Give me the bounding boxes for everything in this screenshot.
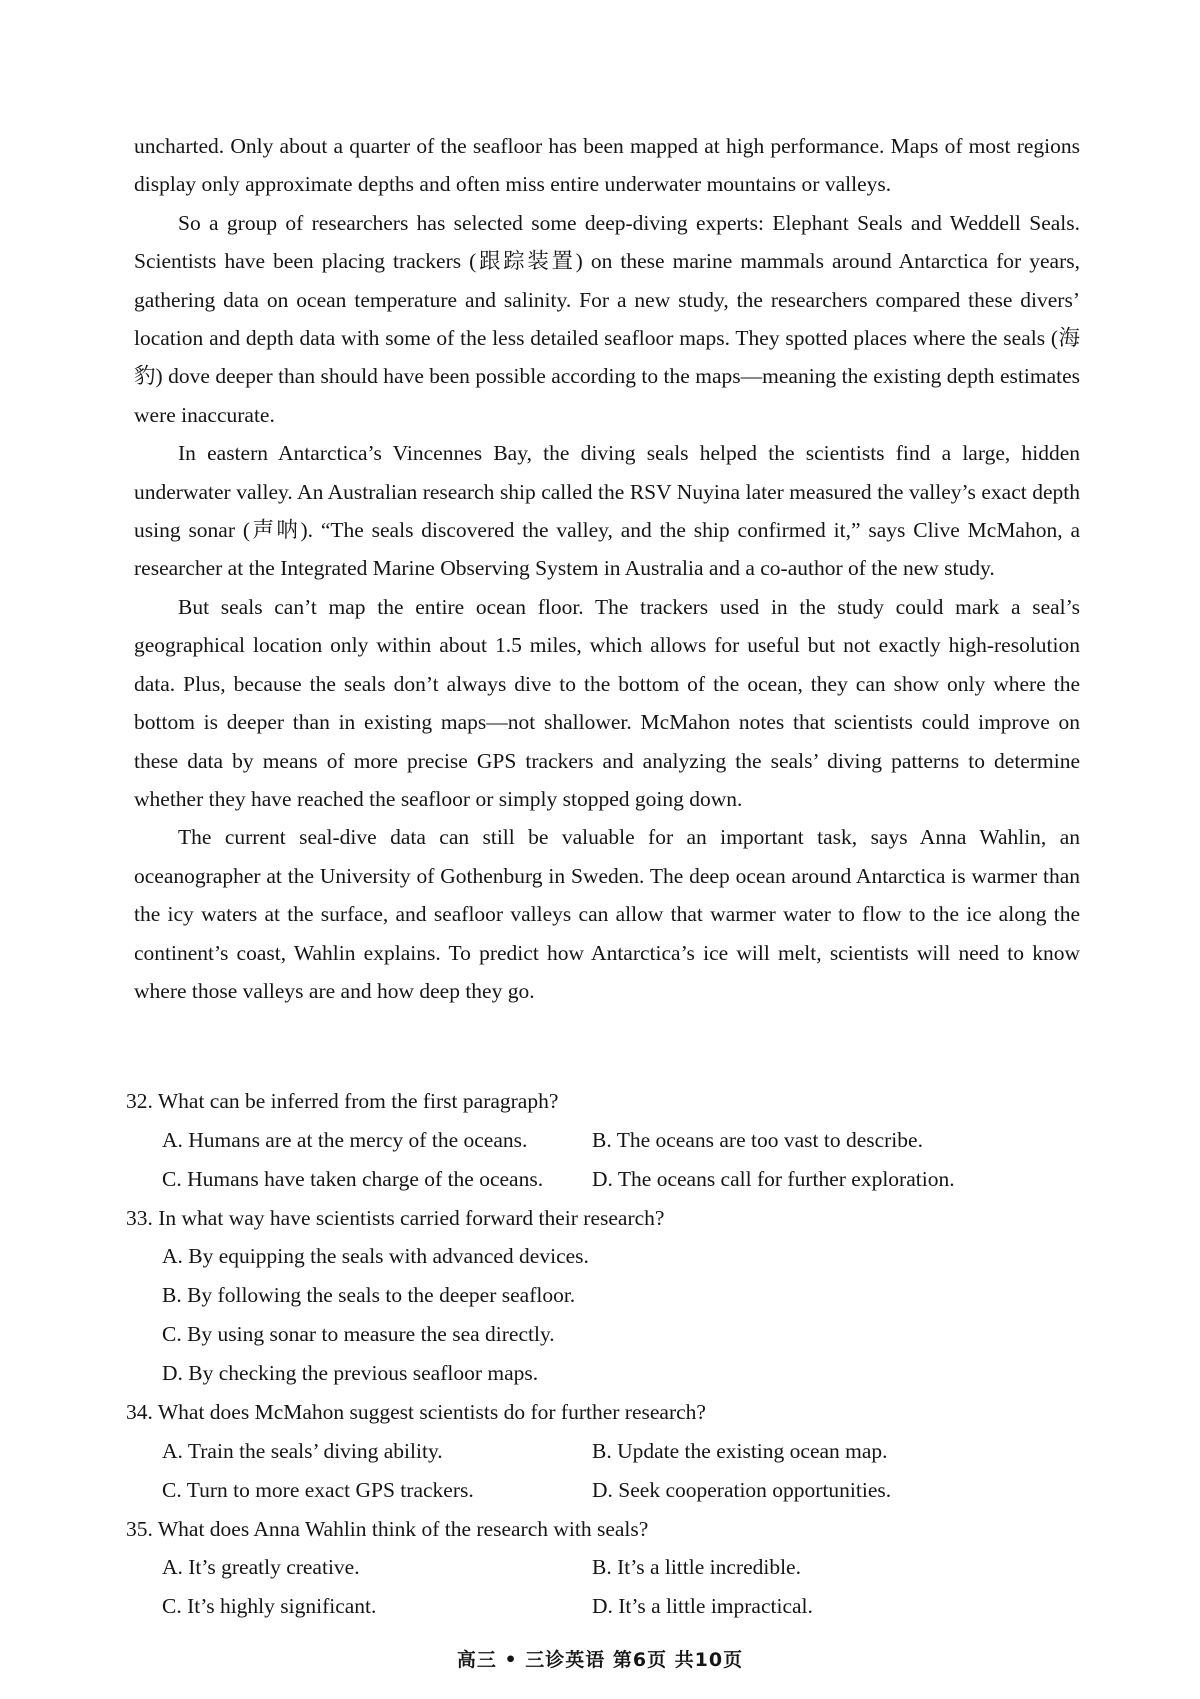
paragraph-4: But seals can’t map the entire ocean floor. The trackers used in the study could mark a seal’s geographical location only within about 1.5 miles, which allows for useful but not exactly high-resolution data. Plus, because the seals don’t always dive to the bottom of the ocean, they can show only where the bottom is deeper than in existing maps—not shallower. McMahon notes that scientists could improve on these data by means of more precise GPS trackers and analyzing the seals’ diving patterns to determine whether they have reached the seafloor or simply stopped going down. <box>134 594 1080 811</box>
option-row <box>126 1432 1086 1471</box>
option-d: D. The oceans call for further exploration. <box>592 1166 955 1191</box>
option-c: C. Humans have taken charge of the oceans. <box>162 1166 544 1191</box>
question-35 <box>126 1510 1086 1627</box>
option-c: C. It’s highly significant. <box>162 1594 377 1619</box>
paragraph-1: uncharted. Only about a quarter of the seafloor has been mapped at high performance. Maps of most regions display only approximate depths and often miss entire underwater mountains or valleys. <box>134 134 1080 197</box>
option-row <box>126 1548 1086 1587</box>
option-d: D. Seek cooperation opportunities. <box>592 1477 892 1502</box>
option-b: B. Update the existing ocean map. <box>592 1438 888 1463</box>
option-c: C. Turn to more exact GPS trackers. <box>162 1477 474 1502</box>
question-33 <box>126 1199 1086 1394</box>
question-stem: 33. In what way have scientists carried forward their research? <box>126 1205 665 1230</box>
option-b: B. It’s a little incredible. <box>592 1555 801 1580</box>
paragraph-5: The current seal-dive data can still be valuable for an important task, says Anna Wahlin, an oceanographer at the University of Gothenburg in Sweden. The deep ocean around Antarctica is warmer than the icy waters at the surface, and seafloor valleys can allow that warmer water to flow to the ice along the continent’s coast, Wahlin explains. To predict how Antarctica’s ice will melt, scientists will need to know where those valleys are and how deep they go. <box>134 825 1080 1003</box>
question-stem: 35. What does Anna Wahlin think of the research with seals? <box>126 1516 649 1541</box>
question-stem: 32. What can be inferred from the first paragraph? <box>126 1089 559 1113</box>
option-row <box>126 1471 1086 1510</box>
option-a: A. Train the seals’ diving ability. <box>162 1438 443 1463</box>
option-row <box>126 1587 1086 1626</box>
option-a: A. It’s greatly creative. <box>162 1555 360 1580</box>
option-row <box>126 1160 1086 1199</box>
option-row <box>126 1354 1086 1393</box>
option-row <box>126 1276 1086 1315</box>
reading-passage <box>134 127 1080 1010</box>
option-c: C. By using sonar to measure the sea directly. <box>162 1322 555 1347</box>
option-row <box>126 1237 1086 1276</box>
question-stem: 34. What does McMahon suggest scientists do for further research? <box>126 1400 706 1425</box>
paragraph-2: So a group of researchers has selected some deep-diving experts: Elephant Seals and Weddell Seals. Scientists have been placing trackers (跟踪装置) on these marine mammals around Antarctica for years, gathering data on ocean temperature and salinity. For a new study, the researchers compared these divers’ location and depth data with some of the less detailed seafloor maps. They spotted places where the seals (海豹) dove deeper than should have been possible according to the maps—meaning the existing depth estimates were inaccurate. <box>134 210 1080 427</box>
option-row <box>126 1121 1086 1160</box>
question-32 <box>126 1082 1086 1199</box>
paragraph-3: In eastern Antarctica’s Vincennes Bay, the diving seals helped the scientists find a large, hidden underwater valley. An Australian research ship called the RSV Nuyina later measured the valley’s exact depth using sonar (声呐). “The seals discovered the valley, and the ship confirmed it,” says Clive McMahon, a researcher at the Integrated Marine Observing System in Australia and a co-author of the new study. <box>134 441 1080 581</box>
option-row <box>126 1315 1086 1354</box>
question-list <box>126 1082 1086 1626</box>
option-d: D. It’s a little impractical. <box>592 1594 813 1619</box>
option-a: A. By equipping the seals with advanced devices. <box>162 1244 589 1269</box>
option-b: B. The oceans are too vast to describe. <box>592 1127 923 1152</box>
option-d: D. By checking the previous seafloor maps. <box>162 1361 539 1386</box>
option-a: A. Humans are at the mercy of the oceans. <box>162 1127 528 1152</box>
page-footer: 高三 • 三诊英语 第6页 共10页 <box>456 1649 744 1671</box>
option-b: B. By following the seals to the deeper seafloor. <box>162 1283 576 1308</box>
question-34 <box>126 1393 1086 1510</box>
